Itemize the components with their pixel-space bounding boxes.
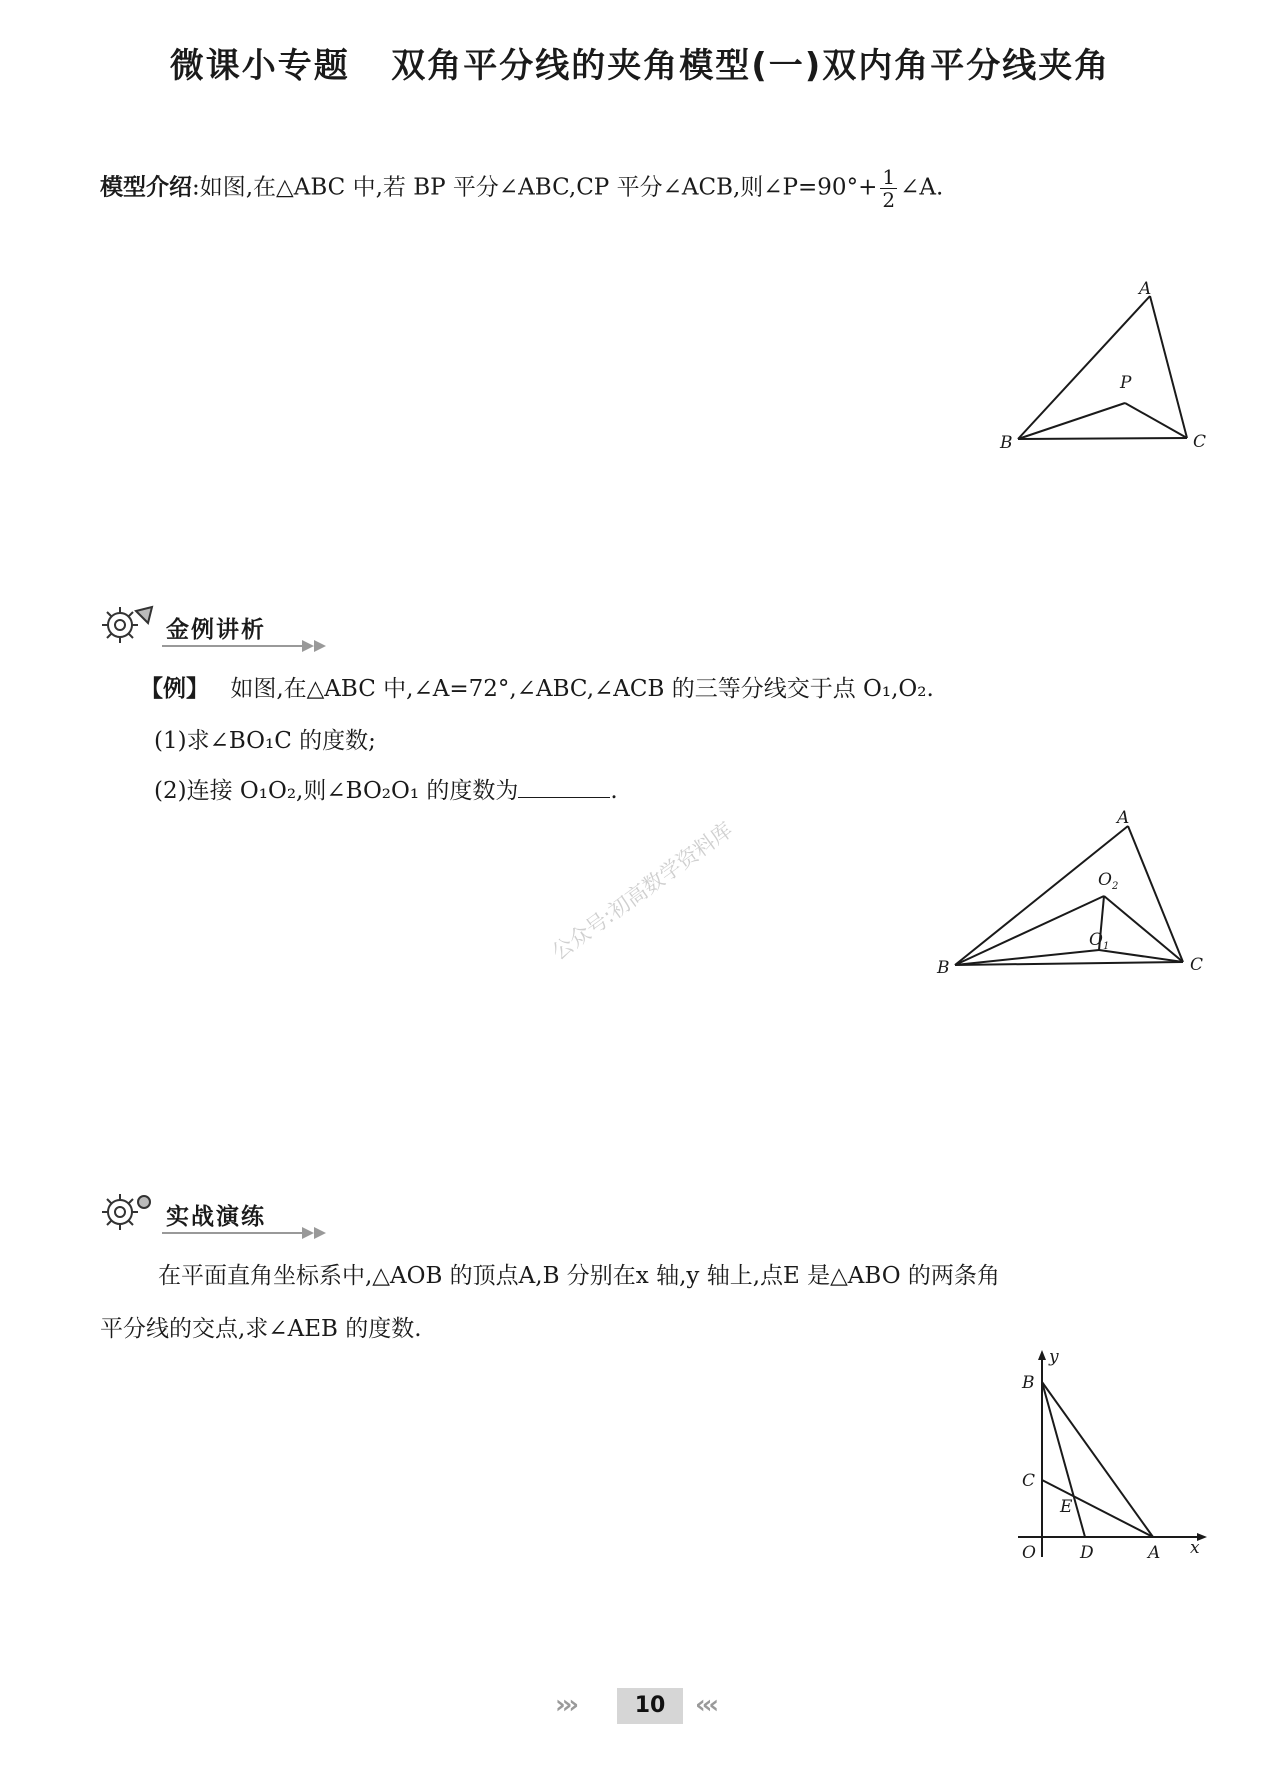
fraction xyxy=(880,166,897,211)
chevron-left-icon: ‹‹‹ xyxy=(695,1690,716,1720)
triangle-figure-2 xyxy=(935,800,1215,980)
label-o2: $O_2$ xyxy=(1098,870,1119,892)
section-header-practice xyxy=(98,1190,338,1238)
label-b: B xyxy=(1022,1373,1035,1393)
model-intro xyxy=(100,166,943,211)
example-question-2 xyxy=(154,772,618,805)
watermark: 公众号:初高数学资料库 xyxy=(547,817,738,965)
label-b: B xyxy=(1000,433,1013,453)
segment-ca xyxy=(1042,1480,1153,1537)
label-c: C xyxy=(1193,432,1207,452)
label-a: A xyxy=(1148,1543,1161,1563)
section-title-practice: 实战演练 xyxy=(166,1204,266,1230)
triangle-figure-1 xyxy=(990,275,1220,455)
label-y: y xyxy=(1049,1347,1059,1367)
label-o: O xyxy=(1022,1543,1036,1563)
model-text: :如图,在△ABC 中,若 BP 平分∠ABC,CP 平分∠ACB,则∠P=90°+ xyxy=(192,174,878,201)
label-b: B xyxy=(937,958,950,978)
fraction-numerator: 1 xyxy=(882,165,896,189)
label-x: x xyxy=(1190,1538,1200,1558)
side-bc xyxy=(955,962,1183,965)
model-text-end: ∠A. xyxy=(900,174,944,201)
page-title: 微课小专题 双角平分线的夹角模型(一)双内角平分线夹角 xyxy=(169,46,1111,86)
segment-ba xyxy=(1042,1382,1153,1537)
practice-line-2: 平分线的交点,求∠AEB 的度数. xyxy=(100,1316,422,1342)
label-c: C xyxy=(1022,1471,1036,1491)
section-header-examples xyxy=(98,603,338,651)
answer-blank xyxy=(518,777,610,798)
section-title-examples: 金例讲析 xyxy=(166,617,266,643)
label-a: A xyxy=(1139,279,1152,299)
question-2-end: . xyxy=(610,778,618,804)
chevron-right-icon: ››› xyxy=(555,1690,576,1720)
page-footer xyxy=(555,1688,745,1724)
side-ac xyxy=(1150,296,1187,438)
arrow-decoration xyxy=(162,1226,332,1240)
gear-icon xyxy=(98,603,158,649)
label-p: P xyxy=(1120,373,1132,393)
side-ac xyxy=(1128,826,1183,962)
label-e: E xyxy=(1060,1497,1073,1517)
example-question-1: (1)求∠BO₁C 的度数; xyxy=(154,728,376,754)
label-o1: $O_1$ xyxy=(1089,930,1110,952)
label-d: D xyxy=(1080,1543,1094,1563)
example-line-1 xyxy=(140,670,934,703)
gear-icon xyxy=(98,1190,158,1236)
question-2-text: (2)连接 O₁O₂,则∠BO₂O₁ 的度数为 xyxy=(154,778,519,804)
label-a: A xyxy=(1117,808,1130,828)
fraction-denominator: 2 xyxy=(882,188,896,212)
arrow-decoration xyxy=(162,639,332,653)
segment-cp xyxy=(1125,403,1187,438)
label-c: C xyxy=(1190,955,1204,975)
example-statement: 如图,在△ABC 中,∠A=72°,∠ABC,∠ACB 的三等分线交于点 O₁,O₂. xyxy=(230,676,934,702)
example-tag: 【例】 xyxy=(140,676,209,702)
side-bc xyxy=(1018,438,1187,439)
coordinate-figure xyxy=(1005,1345,1215,1570)
model-label: 模型介绍 xyxy=(100,174,192,201)
page-number: 10 xyxy=(617,1688,683,1724)
practice-line-1: 在平面直角坐标系中,△AOB 的顶点A,B 分别在x 轴,y 轴上,点E 是△ABO 的两条角 xyxy=(158,1263,1000,1289)
